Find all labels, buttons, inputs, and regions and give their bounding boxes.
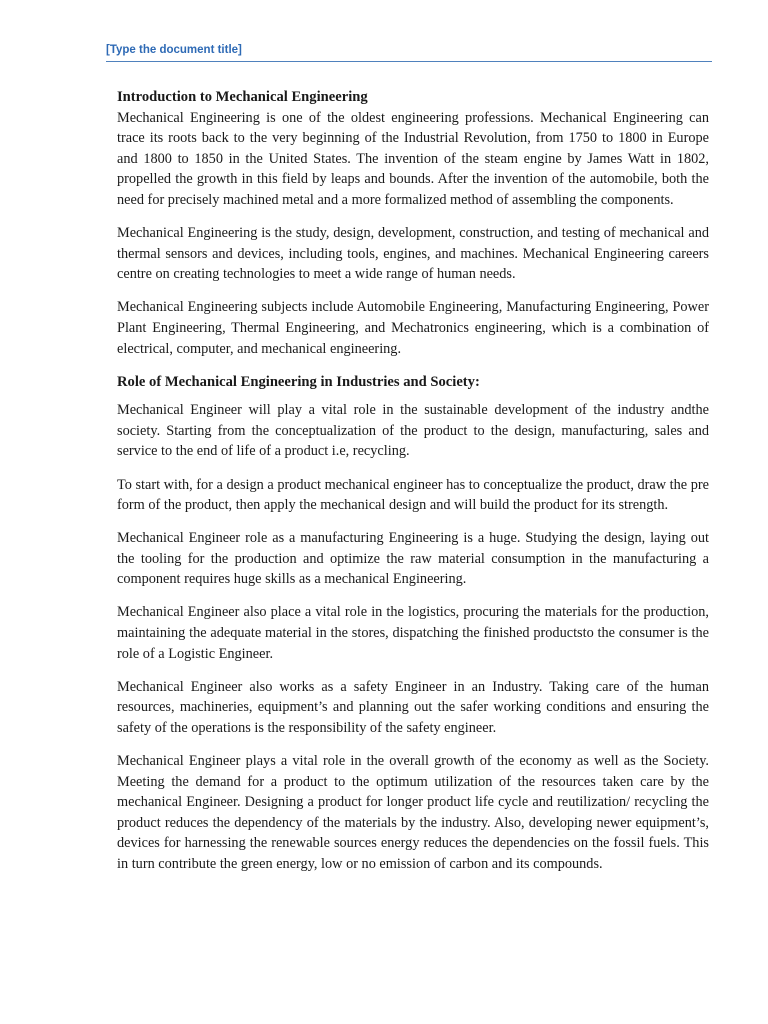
paragraph: Mechanical Engineer plays a vital role in the overall growth of the economy as well as the Society. Meeting the demand for a product to the optimum utilization of the resources taken care by the mechanical Engineer. Designing a product for longer product life cycle and reutilization/ recycling the product reduces the dependency of the materials by the industry. Also, developing newer equipment’s, devices for harnessing the renewable sources energy reduces the dependencies on the fossil fuels. This in turn contribute the green energy, low or no emission of carbon and its compounds.: [117, 753, 709, 872]
paragraph: Mechanical Engineer will play a vital role in the sustainable development of the industry andthe society. Starting from the conceptualization of the product to the design, manufacturing, sales and service to the end of life of a product i.e, recycling.: [117, 402, 709, 460]
paragraph: Mechanical Engineering is one of the oldest engineering professions. Mechanical Engineering can trace its roots back to the very beginning of the Industrial Revolution, from 1750 to 1800 in Europe and 1800 to 1850 in the United States. The invention of the steam engine by James Watt in 1802, propelled the growth in this field by leaps and bounds. After the invention of the automobile, both the need for precisely machined metal and a more formalized method of assembling the components.: [117, 109, 709, 208]
paragraph: Mechanical Engineering is the study, design, development, construction, and testing of mechanical and thermal sensors and devices, including tools, engines, and machines. Mechanical Engineering careers centre on creating technologies to meet a wide range of human needs.: [117, 225, 709, 283]
header-divider: [106, 61, 712, 62]
paragraph: Mechanical Engineer also works as a safety Engineer in an Industry. Taking care of the human resources, machineries, equipment’s and planning out the safer working conditions and ensuring the safety of the operations is the responsibility of the safety engineer.: [117, 678, 709, 736]
section-heading-introduction: Introduction to Mechanical Engineering: [117, 89, 368, 105]
document-header-title[interactable]: [Type the document title]: [106, 44, 242, 56]
paragraph: Mechanical Engineering subjects include Automobile Engineering, Manufacturing Engineering, Power Plant Engineering, Thermal Engineering, and Mechatronics engineering, which is a combination of electrical, computer, and mechanical engineering.: [117, 299, 709, 357]
document-body: [117, 87, 709, 887]
paragraph: To start with, for a design a product mechanical engineer has to conceptualize the product, draw the pre form of the product, then apply the mechanical design and will build the product for its strength.: [117, 476, 709, 514]
paragraph: Mechanical Engineer role as a manufacturing Engineering is a huge. Studying the design, laying out the tooling for the production and optimize the raw material consumption in the manufacturing a component requires huge skills as a mechanical Engineering.: [117, 530, 709, 588]
paragraph: Mechanical Engineer also place a vital role in the logistics, procuring the materials for the production, maintaining the adequate material in the stores, dispatching the finished productsto the consumer is the role of a Logistic Engineer.: [117, 604, 709, 662]
section-heading-role: Role of Mechanical Engineering in Industries and Society:: [117, 373, 480, 390]
